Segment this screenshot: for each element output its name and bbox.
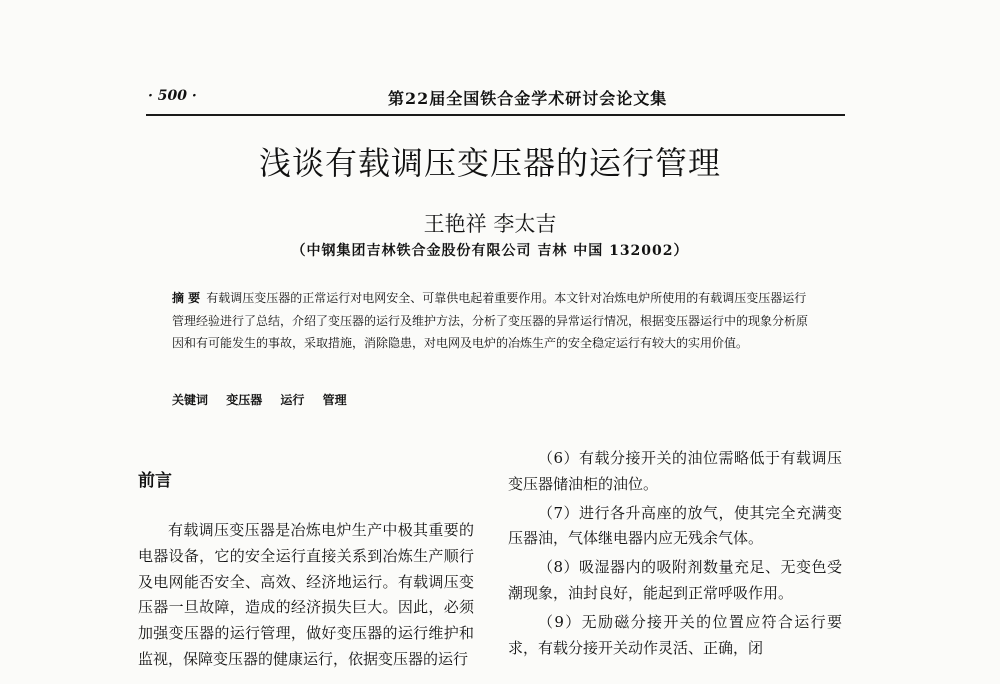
authors: 王艳祥 李太吉 (423, 212, 557, 236)
keyword: 变压器 (226, 393, 263, 407)
keywords-label: 关键词 (172, 393, 209, 407)
affiliation: （中钢集团吉林铁合金股份有限公司 吉林 中国 132002） (291, 243, 689, 259)
keyword: 运行 (280, 393, 305, 407)
left-column (138, 471, 474, 673)
abstract-text: 有载调压变压器的正常运行对电网安全、可靠供电起着重要作用。本文针对冶炼电炉所使用的有载调压变压器运行管理经验进行了总结，介绍了变压器的运行及维护方法，分析了变压器的异常运行情况，根据变压器运行中的现象分析原因和有可能发生的事故，采取措施，消除隐患，对电网及电炉的冶炼生产的安全稳定运行有较大的实用价值。 (172, 291, 809, 350)
intro-paragraph: 有载调压变压器是冶炼电炉生产中极其重要的电器设备，它的安全运行直接关系到冶炼生产顺行及电网能否安全、高效、经济地运行。有载调压变压器一旦故障，造成的经济损失巨大。因此，必须加强变压器的运行管理，做好变压器的运行维护和监视，保障变压器的健康运行，依据变压器的运行 (138, 521, 474, 668)
list-item: （6）有载分接开关的油位需略低于有载调压变压器储油柜的油位。 (508, 449, 842, 493)
header-rule (146, 114, 845, 116)
list-item: （7）进行各升高座的放气，使其完全充满变压器油，气体继电器内应无残余气体。 (508, 503, 842, 548)
list-item: （9）无励磁分接开关的位置应符合运行要求，有载分接开关动作灵活、正确，闭 (508, 612, 842, 657)
abstract (172, 287, 812, 355)
paper-title: 浅谈有载调压变压器的运行管理 (258, 144, 721, 182)
page-number: · 500 · (148, 88, 197, 104)
list-item: （8）吸湿器内的吸附剂数量充足、无变色受潮现象，油封良好，能起到正常呼吸作用。 (508, 558, 842, 602)
keywords (172, 391, 361, 408)
proceedings-title: 第22届全国铁合金学术研讨会论文集 (388, 89, 668, 108)
section-heading: 前言 (138, 471, 172, 491)
right-column (508, 446, 842, 664)
abstract-label: 摘 要 (172, 291, 201, 305)
keyword: 管理 (322, 393, 347, 407)
